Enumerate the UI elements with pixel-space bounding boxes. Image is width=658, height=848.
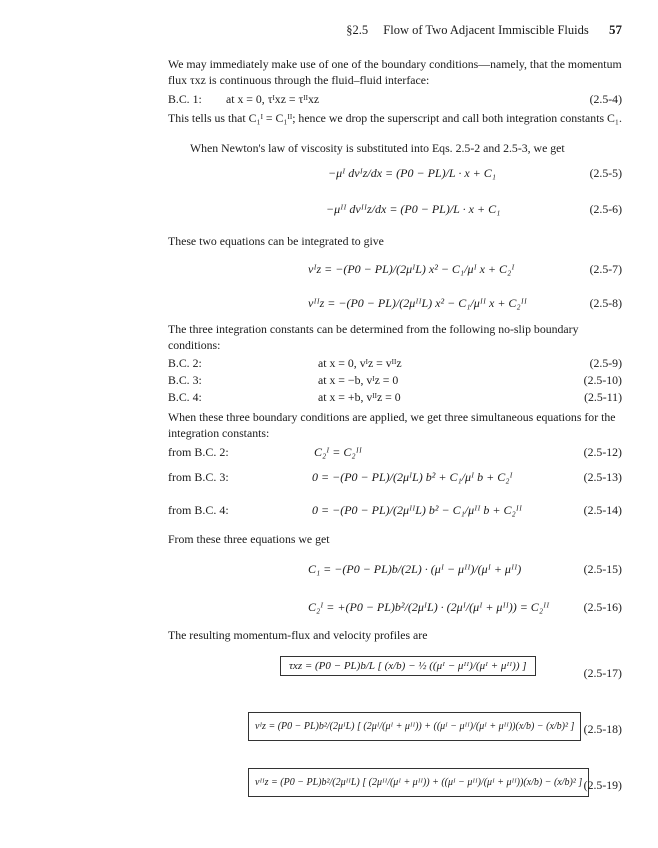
equation-2-5-18: [168, 706, 622, 756]
eq-body: 0 = −(P0 − PL)/(2μᴵᴵL) b² − C₁/μᴵᴵ b + C₂ᴵᴵ: [312, 503, 522, 517]
section-title: Flow of Two Adjacent Immiscible Fluids: [383, 23, 589, 37]
equation-2-5-5: [168, 166, 622, 188]
equation-number: (2.5-6): [589, 202, 622, 216]
bc-label: B.C. 4:: [168, 390, 202, 404]
section-number: §2.5: [346, 23, 369, 37]
paragraph-8: The resulting momentum-flux and velocity profiles are: [168, 628, 428, 642]
bc-condition: at x = −b, vᴵz = 0: [318, 373, 399, 387]
equation-number: (2.5-12): [583, 445, 622, 459]
equation-2-5-17: [168, 652, 622, 694]
equation-2-5-12: [168, 445, 622, 463]
page-number: 57: [609, 22, 622, 37]
bc-condition: at x = 0, vᴵz = vᴵᴵz: [318, 356, 402, 370]
equation-2-5-14: [168, 503, 622, 525]
eq-body: C₁ = −(P0 − PL)b/(2L) · (μᴵ − μᴵᴵ)/(μᴵ + μᴵᴵ): [308, 562, 522, 576]
eq-boxed-body: τxz = (P0 − PL)b/L [ (x/b) − ½ ((μᴵ − μᴵᴵ)/(μᴵ + μᴵᴵ)) ]: [280, 656, 536, 676]
equation-2-5-19: [168, 762, 622, 812]
bc-label: B.C. 1:: [168, 92, 202, 106]
eq-boxed-body: vᴵᴵz = (P0 − PL)b²/(2μᴵᴵL) [ (2μᴵᴵ/(μᴵ + μᴵᴵ)) + ((μᴵ − μᴵᴵ)/(μᴵ + μᴵᴵ))(x/b) − (x/b)² ]: [248, 768, 589, 797]
equation-2-5-15: [168, 562, 622, 584]
eq-label: from B.C. 2:: [168, 445, 229, 459]
eq-rhs: = (P0 − PL)/L · x + C₁: [385, 166, 496, 180]
eq-boxed-body: vᴵz = (P0 − PL)b²/(2μᴵL) [ (2μᴵ/(μᴵ + μᴵᴵ)) + ((μᴵ − μᴵᴵ)/(μᴵ + μᴵᴵ))(x/b) − (x/b)² ]: [248, 712, 581, 741]
boundary-condition-3: [168, 373, 622, 390]
equation-number: (2.5-18): [583, 722, 622, 736]
eq-body: C₂ᴵ = +(P0 − PL)b²/(2μᴵL) · (2μᴵ/(μᴵ + μᴵᴵ)) = C₂ᴵᴵ: [308, 600, 550, 614]
eq-body: C₂ᴵ = C₂ᴵᴵ: [314, 445, 362, 459]
equation-number: (2.5-8): [589, 296, 622, 310]
paragraph-2: This tells us that C₁ᴵ = C₁ᴵᴵ; hence we drop the superscript and call both integration constants C₁.: [168, 111, 622, 125]
equation-number: (2.5-10): [583, 373, 622, 387]
equation-number: (2.5-13): [583, 470, 622, 484]
bc-label: B.C. 2:: [168, 356, 202, 370]
equation-number: (2.5-4): [589, 92, 622, 106]
eq-lhs: −μᴵ dvᴵz/dx: [328, 166, 383, 180]
equation-number: (2.5-19): [583, 778, 622, 792]
eq-body: vᴵᴵz = −(P0 − PL)/(2μᴵᴵL) x² − C₁/μᴵᴵ x + C₂ᴵᴵ: [308, 296, 527, 310]
equation-2-5-13: [168, 470, 622, 492]
equation-2-5-16: [168, 600, 622, 622]
eq-body: 0 = −(P0 − PL)/(2μᴵL) b² + C₁/μᴵ b + C₂ᴵ: [312, 470, 513, 484]
equation-number: (2.5-14): [583, 503, 622, 517]
equation-number: (2.5-11): [584, 390, 622, 404]
eq-rhs: = (P0 − PL)/L · x + C₁: [389, 202, 501, 216]
equation-number: (2.5-9): [589, 356, 622, 370]
bc-label: B.C. 3:: [168, 373, 202, 387]
paragraph-5: The three integration constants can be determined from the following no-slip boundary conditions:: [168, 322, 579, 352]
eq-label: from B.C. 4:: [168, 503, 229, 517]
bc-condition: at x = +b, vᴵᴵz = 0: [318, 390, 401, 404]
equation-number: (2.5-17): [583, 666, 622, 680]
boundary-condition-4: [168, 390, 622, 407]
paragraph-1: We may immediately make use of one of the boundary conditions—namely, that the momentum flux τxz is continuous through the fluid–fluid interface:: [168, 57, 622, 87]
running-header: [346, 22, 622, 38]
eq-body: vᴵz = −(P0 − PL)/(2μᴵL) x² − C₁/μᴵ x + C₂ᴵ: [308, 262, 515, 276]
bc-condition: at x = 0, τᴵxz = τᴵᴵxz: [226, 92, 320, 106]
equation-2-5-6: [168, 202, 622, 224]
equation-2-5-8: [168, 296, 622, 318]
equation-number: (2.5-5): [589, 166, 622, 180]
equation-2-5-7: [168, 262, 622, 284]
paragraph-3: When Newton's law of viscosity is substituted into Eqs. 2.5-2 and 2.5-3, we get: [190, 141, 565, 155]
equation-number: (2.5-16): [583, 600, 622, 614]
equation-number: (2.5-7): [589, 262, 622, 276]
paragraph-7: From these three equations we get: [168, 532, 330, 546]
eq-lhs: −μᴵᴵ dvᴵᴵz/dx: [326, 202, 387, 216]
boundary-condition-1: [168, 92, 622, 109]
equation-number: (2.5-15): [583, 562, 622, 576]
eq-label: from B.C. 3:: [168, 470, 229, 484]
paragraph-4: These two equations can be integrated to give: [168, 234, 384, 248]
paragraph-6: When these three boundary conditions are applied, we get three simultaneous equations for the integration constants:: [168, 410, 616, 440]
boundary-condition-2: [168, 356, 622, 373]
